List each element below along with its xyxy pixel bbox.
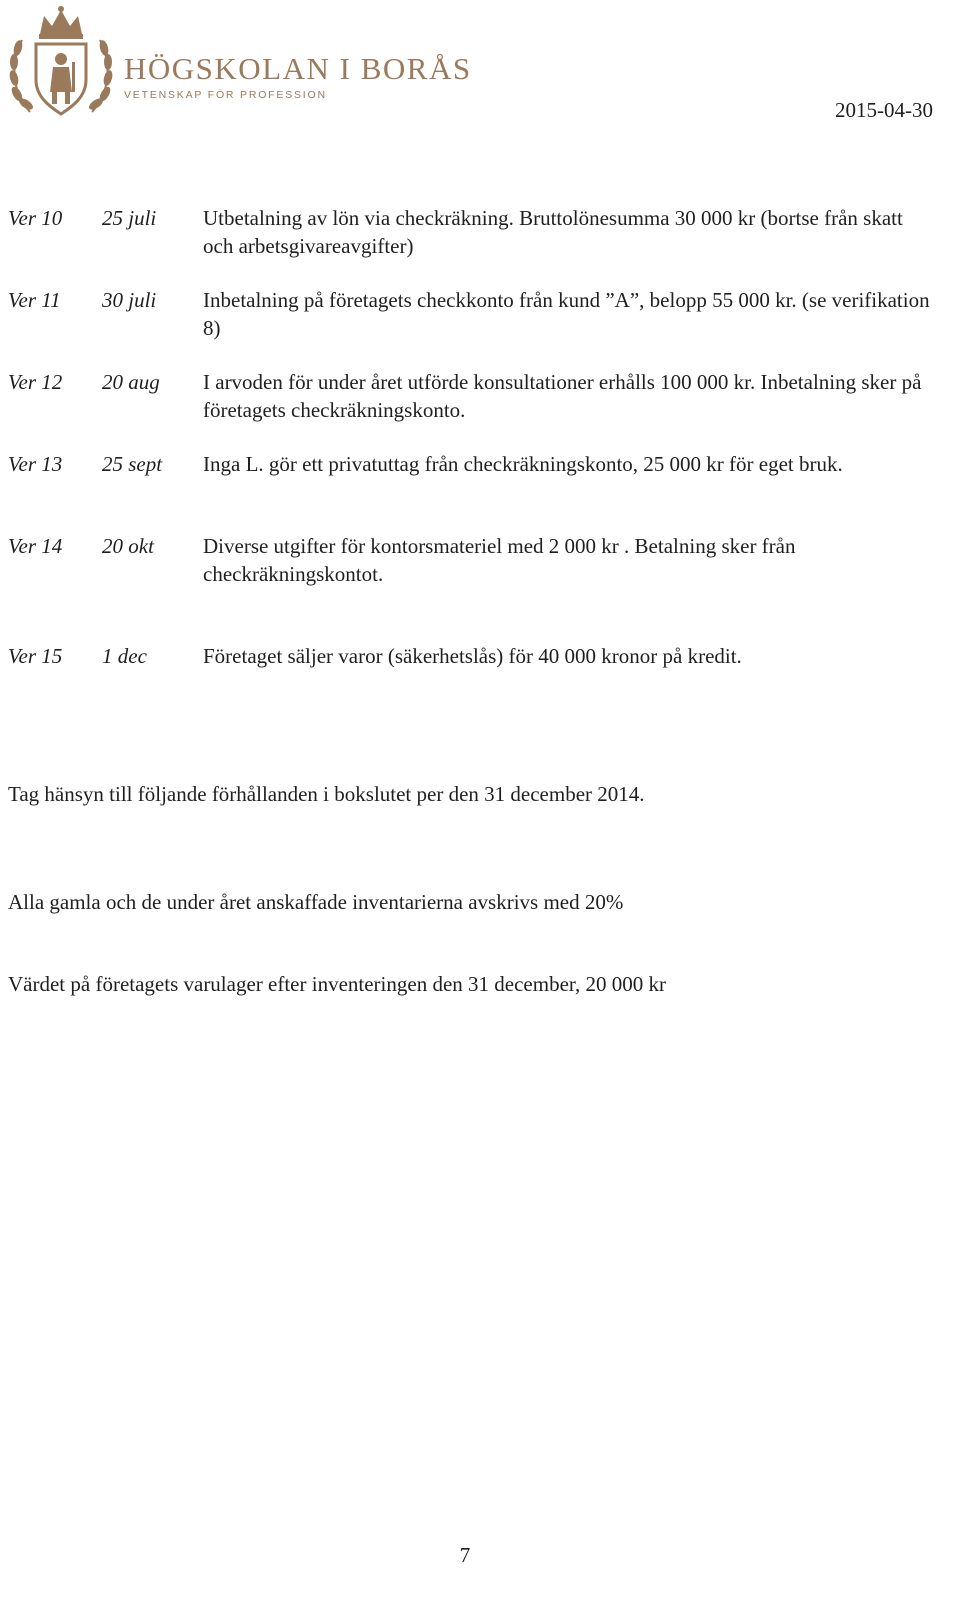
crest-emblem-icon — [8, 4, 114, 122]
instruction-paragraph: Tag hänsyn till följande förhållanden i bokslutet per den 31 december 2014. — [8, 782, 645, 806]
verification-description: Utbetalning av lön via checkräkning. Bruttolönesumma 30 000 kr (bortse från skatt och arbetsgivareavgifter) — [203, 206, 903, 258]
verification-description: Företaget säljer varor (säkerhetslås) för 40 000 kronor på kredit. — [203, 644, 742, 668]
verification-description: Inga L. gör ett privatuttag från checkräkningskonto, 25 000 kr för eget bruk. — [203, 452, 843, 476]
verification-description: I arvoden för under året utförde konsultationer erhålls 100 000 kr. Inbetalning sker på företagets checkräkningskonto. — [203, 370, 922, 422]
page-number: 7 — [459, 1543, 471, 1567]
verification-number: Ver 14 — [8, 534, 63, 558]
logo-wordmark: HÖGSKOLAN I BORÅS — [124, 51, 472, 86]
verification-description: Inbetalning på företagets checkkonto från kund ”A”, belopp 55 000 kr. (se verifikation 8) — [203, 288, 930, 340]
instruction-paragraph: Värdet på företagets varulager efter inventeringen den 31 december, 20 000 kr — [8, 972, 667, 996]
document-date: 2015-04-30 — [835, 98, 933, 122]
logo-tagline: VETENSKAP FÖR PROFESSION — [124, 89, 327, 101]
verification-number: Ver 15 — [8, 644, 63, 668]
verification-date: 20 okt — [102, 534, 154, 558]
instruction-paragraph: Alla gamla och de under året anskaffade inventarierna avskrivs med 20% — [8, 890, 624, 914]
verification-date: 30 juli — [102, 288, 157, 312]
verification-date: 25 juli — [102, 206, 157, 230]
verification-description: Diverse utgifter för kontorsmateriel med 2 000 kr . Betalning sker från checkräkningskontot. — [203, 534, 796, 586]
verification-date: 25 sept — [102, 452, 163, 476]
verification-number: Ver 12 — [8, 370, 63, 394]
university-logo — [8, 4, 472, 122]
verification-number: Ver 11 — [8, 288, 61, 312]
verification-date: 20 aug — [102, 370, 160, 394]
verification-date: 1 dec — [102, 644, 147, 668]
verification-number: Ver 10 — [8, 206, 63, 230]
verification-number: Ver 13 — [8, 452, 63, 476]
